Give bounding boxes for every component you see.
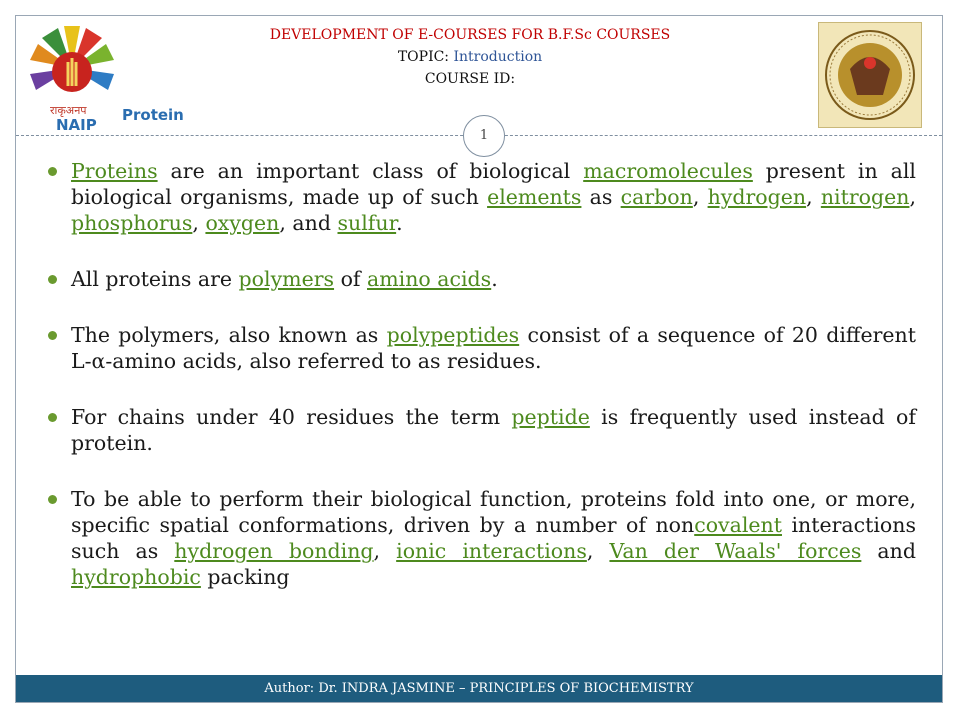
bullet-dot-icon [48, 495, 57, 504]
bullet-item [48, 486, 916, 590]
bullet-text: . [491, 267, 498, 291]
bullet-text: , [373, 539, 397, 563]
bullet-item [48, 158, 916, 236]
term-link[interactable]: covalent [694, 513, 782, 537]
bullet-list [48, 158, 916, 620]
page-number: 1 [463, 115, 505, 157]
term-link[interactable]: amino acids [367, 267, 492, 291]
bullet-text: , [586, 539, 610, 563]
course-header [150, 24, 790, 90]
bullet-dot-icon [48, 275, 57, 284]
term-link[interactable]: elements [487, 185, 582, 209]
bullet-text: and [861, 539, 916, 563]
bullet-text: , [909, 185, 916, 209]
bullet-item [48, 404, 916, 456]
naip-script-text: राकृअनप [50, 104, 87, 117]
topic-line [150, 46, 790, 68]
term-link[interactable]: Van der Waals' forces [609, 539, 862, 563]
footer-author: Author: Dr. INDRA JASMINE – PRINCIPLES OF BIOCHEMISTRY [16, 675, 942, 702]
bullet-text: , and [279, 211, 338, 235]
logo-caption: Protein [122, 106, 184, 124]
bullet-text: is frequently used instead of protein. [71, 405, 916, 455]
bullet-item [48, 322, 916, 374]
bullet-text: For chains under 40 residues the term [71, 405, 512, 429]
bullet-text: of [334, 267, 368, 291]
term-link[interactable]: polypeptides [386, 323, 520, 347]
bullet-text: . [396, 211, 403, 235]
term-link[interactable]: macromolecules [583, 159, 753, 183]
term-link[interactable]: nitrogen [820, 185, 910, 209]
bullet-text: , [806, 185, 821, 209]
term-link[interactable]: hydrogen bonding [174, 539, 374, 563]
term-link[interactable]: Proteins [71, 159, 158, 183]
bullet-text: All proteins are [71, 267, 239, 291]
bullet-text: as [581, 185, 621, 209]
naip-logo [22, 18, 122, 134]
term-link[interactable]: polymers [238, 267, 335, 291]
term-link[interactable]: hydrogen [707, 185, 807, 209]
topic-value: Introduction [453, 49, 543, 65]
course-title: DEVELOPMENT OF E-COURSES FOR B.F.Sc COURSES [269, 27, 671, 43]
term-link[interactable]: phosphorus [71, 211, 193, 235]
term-link[interactable]: ionic interactions [396, 539, 587, 563]
bullet-text: packing [200, 565, 290, 589]
course-id: COURSE ID: [424, 71, 516, 87]
university-emblem [818, 22, 922, 128]
bullet-dot-icon [48, 413, 57, 422]
bullet-text: The polymers, also known as [71, 323, 387, 347]
naip-brand-text: NAIP [56, 116, 97, 134]
bullet-text: , [692, 185, 708, 209]
bullet-text: To be able to perform their biological function, proteins fold into one, or more, specific spatial conformations, driven by a number of non [71, 487, 916, 537]
term-link[interactable]: sulfur [337, 211, 397, 235]
term-link[interactable]: hydrophobic [71, 565, 201, 589]
bullet-text: are an important class of biological [157, 159, 584, 183]
term-link[interactable]: carbon [620, 185, 693, 209]
bullet-dot-icon [48, 167, 57, 176]
topic-label: TOPIC: [397, 49, 450, 65]
bullet-text: present in all biological organisms, made up of such [71, 159, 916, 209]
bullet-text: interactions such as [71, 513, 916, 563]
bullet-dot-icon [48, 331, 57, 340]
bullet-text: consist of a sequence of 20 different L-α-amino acids, also referred to as residues. [71, 323, 916, 373]
bullet-item [48, 266, 916, 292]
term-link[interactable]: peptide [511, 405, 590, 429]
bullet-text: , [192, 211, 206, 235]
term-link[interactable]: oxygen [205, 211, 280, 235]
